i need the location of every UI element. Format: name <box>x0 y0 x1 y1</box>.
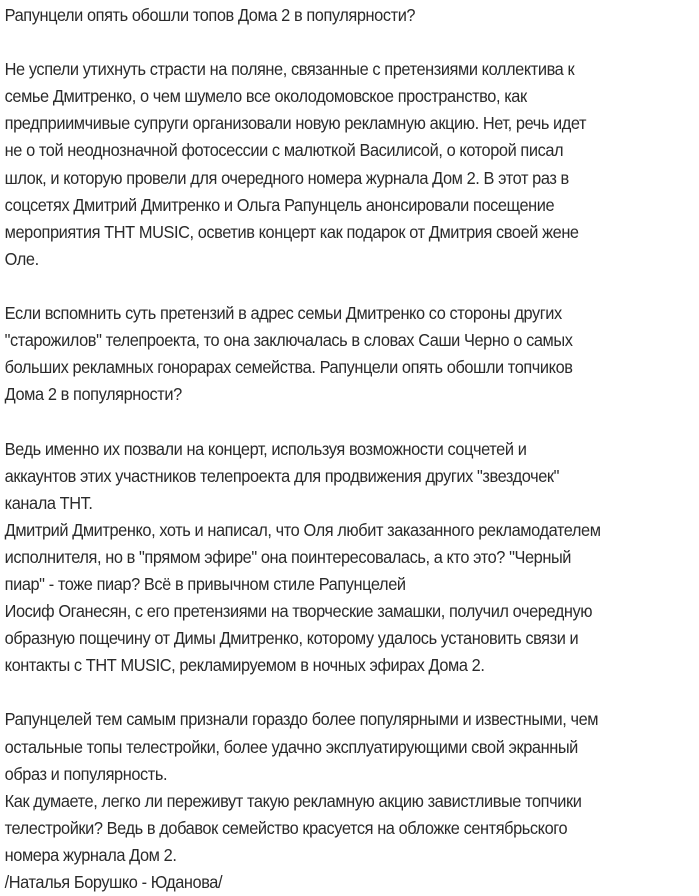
text-line: канала ТНТ. <box>4 492 93 513</box>
text-line: образную пощечину от Димы Дмитренко, которому удалось установить связи и <box>4 628 579 649</box>
text-line: Дома 2 в популярности? <box>4 384 182 405</box>
paragraph-1 <box>5 56 699 273</box>
text-line: образ и популярность. <box>4 763 168 784</box>
text-line: соцсетях Дмитрий Дмитренко и Ольга Рапунцель анонсировали посещение <box>4 194 555 215</box>
text-line: Как думаете, легко ли переживут такую рекламную акцию завистливые топчики <box>4 790 582 811</box>
paragraph-spacer <box>5 408 699 435</box>
paragraph-spacer <box>5 29 699 56</box>
text-line: аккаунтов этих участников телепроекта для продвижения других "звездочек" <box>4 465 560 486</box>
text-line: больших рекламных гонорарах семейства. Рапунцели опять обошли топчиков <box>4 357 573 378</box>
text-line: Иосиф Оганесян, с его претензиями на творческие замашки, получил очередную <box>4 601 593 622</box>
paragraph-3 <box>5 436 699 680</box>
text-line: не о той неоднозначной фотосессии с малюткой Василисой, о которой писал <box>4 140 564 161</box>
text-line: Дмитрий Дмитренко, хоть и написал, что Оля любит заказанного рекламодателем <box>4 519 601 540</box>
text-line: исполнителя, но в "прямом эфире" она поинтересовалась, а кто это? "Черный <box>4 546 572 567</box>
paragraph-spacer <box>5 679 699 706</box>
paragraph-spacer <box>5 273 699 300</box>
text-line: мероприятия ТНТ MUSIC, осветив концерт как подарок от Дмитрия своей жене <box>4 221 579 242</box>
text-line: Если вспомнить суть претензий в адрес семьи Дмитренко со стороны других <box>4 303 562 324</box>
text-line: Ведь именно их позвали на концерт, используя возможности соцчетей и <box>4 438 527 459</box>
text-line: Оле. <box>4 248 39 269</box>
paragraph-2 <box>5 300 699 408</box>
text-line: семье Дмитренко, о чем шумело все околодомовское пространство, как <box>4 86 527 107</box>
text-line: контакты с ТНТ MUSIC, рекламируемом в ночных эфирах Дома 2. <box>4 655 485 676</box>
paragraph-4 <box>5 706 699 896</box>
text-line: остальные топы телестройки, более удачно эксплуатирующими свой экранный <box>4 736 578 757</box>
article-title: Рапунцели опять обошли топов Дома 2 в популярности? <box>4 5 416 25</box>
text-line: Не успели утихнуть страсти на поляне, связанные с претензиями коллектива к <box>4 59 575 80</box>
text-line: номера журнала Дом 2. <box>4 844 177 865</box>
text-line: телестройки? Ведь в добавок семейство красуется на обложке сентябрьского <box>4 817 568 838</box>
text-line: "старожилов" телепроекта, то она заключалась в словах Саши Черно о самых <box>4 330 573 351</box>
text-line: Рапунцелей тем самым признали гораздо более популярными и известными, чем <box>4 709 599 730</box>
text-line: шлок, и которую провели для очередного номера журнала Дом 2. В этот раз в <box>4 167 569 188</box>
author-signature: /Наталья Борушко - Юданова/ <box>4 872 223 892</box>
text-line: пиар" - тоже пиар? Всё в привычном стиле Рапунцелей <box>4 573 406 594</box>
text-line: предприимчивые супруги организовали новую рекламную акцию. Нет, речь идет <box>4 113 587 134</box>
